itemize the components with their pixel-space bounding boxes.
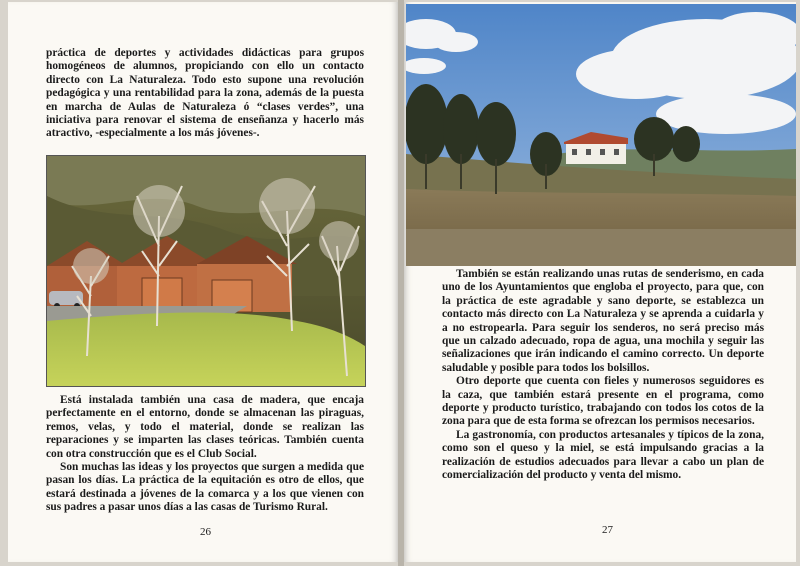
field-house-illustration [406,4,796,266]
field-house-photo [406,4,796,266]
wooden-houses-illustration [47,156,365,386]
left-paragraph-top: práctica de deportes y actividades didácticas para grupos homogéneos de alumnos, propiciando con ello un contacto directo con La Naturaleza. Todo esto supone una revolución pedagógica y una rentabilidad para la zona, además de la puesta en marcha de Aulas de Naturaleza ó “clases verdes”, una iniciativa para renovar el sistema de enseñanza y hacerlo más atractivo, -especialmente a los más jóvenes-. [46,47,364,140]
right-text [442,268,764,483]
left-top-text [46,47,364,141]
left-paragraph-1: Está instalada también una casa de madera, que encaja perfectamente en el entorno, donde se almacenan las piraguas, remos, velas, y todo el material, donde se realizan las reparaciones y se imparten las clases teóricas. También cuenta con otra construcción que es el Club Social. [46,394,364,460]
left-paragraph-2: Son muchas las ideas y los proyectos que surgen a medida que pasan los días. La práctica de la equitación es otro de ellos, que estará destinada a jóvenes de la comarca y a los que vienen con sus padres a pasar unos días a las casas de Turismo Rural. [46,461,364,514]
right-paragraph-3: La gastronomía, con productos artesanales y típicos de la zona, como son el queso y la miel, se está impulsando gracias a la realización de estudios adecuados para llevar a cabo un plan de comercialización del producto y venta del mismo. [442,428,764,482]
right-paragraph-1: También se están realizando unas rutas de senderismo, en cada uno de los Ayuntamientos que engloba el proyecto, para que, con la práctica de este agradable y sano deporte, se establezca un contacto más directo con La Naturaleza y se aprenda a cuidarla y a no estropearla. Para seguir los senderos, no será preciso más que un calzado adecuado, ropa de agua, una mochila y seguir las señalizaciones que irán indicando el camino correcto. Un deporte saludable y posible para todos los bolsillos. [442,268,764,374]
right-paragraph-2: Otro deporte que cuenta con fieles y numerosos seguidores es la caza, que también estará presente en el programa, como deporte y producto turístico, trabajando con todos los cotos de la zona para que de esta forma se ofrezcan los permisos necesarios. [442,375,764,428]
page-number-left: 26 [200,526,211,538]
wooden-houses-photo [46,155,366,387]
left-bottom-text [46,394,364,515]
page-number-right: 27 [602,524,613,536]
left-page [8,2,398,562]
right-page [404,2,796,562]
